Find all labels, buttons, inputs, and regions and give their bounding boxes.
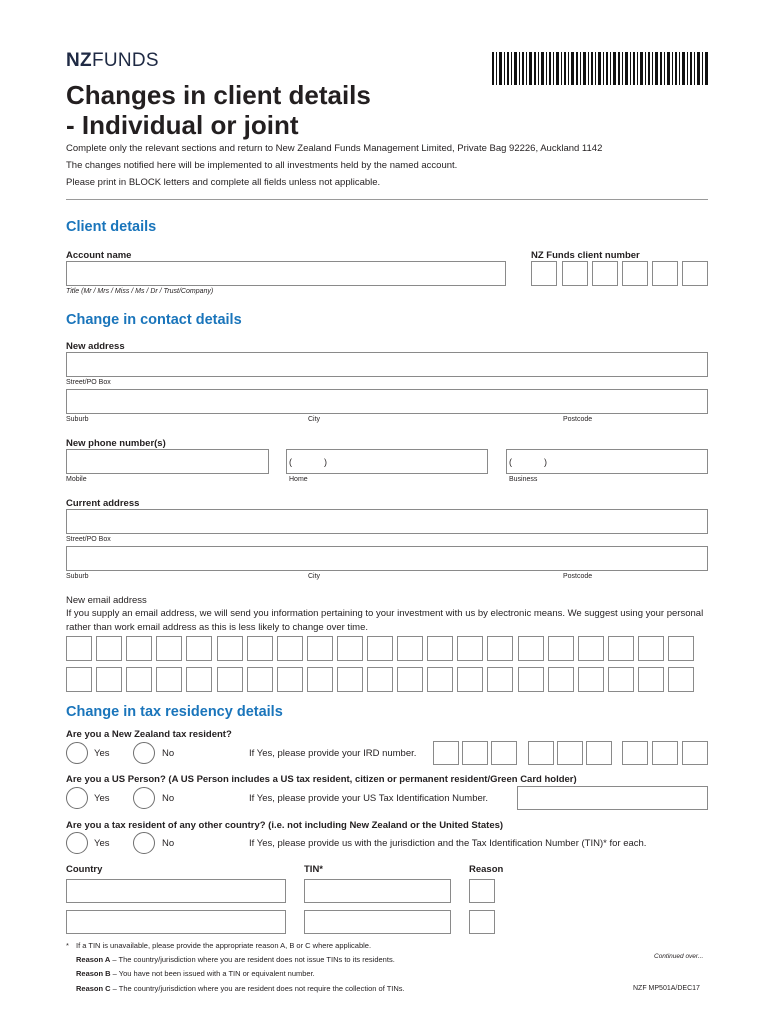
- email-char-box[interactable]: [307, 636, 333, 661]
- other-no-label: No: [162, 838, 175, 849]
- ird-digit-box[interactable]: [586, 741, 612, 765]
- current-city-label: City: [308, 573, 321, 580]
- email-char-box[interactable]: [397, 667, 423, 692]
- email-char-box[interactable]: [66, 636, 92, 661]
- other-no-radio[interactable]: [133, 832, 155, 854]
- account-name-label: Account name: [66, 250, 132, 261]
- mobile-label: Mobile: [66, 476, 87, 483]
- reason-a: Reason A – The country/jurisdiction where you are resident does not issue TINs to its residents.: [76, 955, 395, 964]
- client-details-heading: Client details: [66, 219, 157, 235]
- reason-field[interactable]: [469, 910, 495, 934]
- us-person-question: Are you a US Person? (A US Person includes a US tax resident, citizen or permanent resident/Green Card holder): [66, 774, 577, 785]
- tin-column-label: TIN*: [304, 864, 323, 875]
- email-char-box[interactable]: [457, 636, 483, 661]
- email-char-box[interactable]: [66, 667, 92, 692]
- nz-yes-label: Yes: [94, 748, 110, 759]
- email-char-box[interactable]: [638, 667, 664, 692]
- email-char-box[interactable]: [247, 636, 273, 661]
- ird-digit-box[interactable]: [528, 741, 554, 765]
- client-number-digit-box[interactable]: [592, 261, 618, 286]
- email-char-box[interactable]: [427, 667, 453, 692]
- email-char-box[interactable]: [487, 636, 513, 661]
- nz-no-radio[interactable]: [133, 742, 155, 764]
- client-number-digit-box[interactable]: [682, 261, 708, 286]
- email-char-box[interactable]: [487, 667, 513, 692]
- us-tin-field[interactable]: [517, 786, 708, 810]
- ird-digit-box[interactable]: [622, 741, 648, 765]
- country-column-label: Country: [66, 864, 103, 875]
- mobile-field[interactable]: [66, 449, 269, 474]
- email-char-box[interactable]: [96, 667, 122, 692]
- new-suburb-city-postcode-field[interactable]: [66, 389, 708, 414]
- intro-line-3: Please print in BLOCK letters and complete all fields unless not applicable.: [66, 177, 381, 188]
- client-number-label: NZ Funds client number: [531, 250, 640, 261]
- email-char-box[interactable]: [548, 667, 574, 692]
- country-field[interactable]: [66, 910, 286, 934]
- intro-line-1: Complete only the relevant sections and return to New Zealand Funds Management Limited, Private Bag 92226, Auckland 1142: [66, 143, 603, 154]
- ird-digit-box[interactable]: [491, 741, 517, 765]
- nz-tax-question: Are you a New Zealand tax resident?: [66, 729, 232, 740]
- ird-digit-box[interactable]: [462, 741, 488, 765]
- email-char-box[interactable]: [548, 636, 574, 661]
- ird-digit-box[interactable]: [433, 741, 459, 765]
- email-char-box[interactable]: [126, 667, 152, 692]
- divider: [66, 199, 708, 200]
- intro-line-2: The changes notified here will be implemented to all investments held by the named account.: [66, 160, 458, 171]
- email-char-box[interactable]: [608, 667, 634, 692]
- ird-digit-box[interactable]: [652, 741, 678, 765]
- city-label: City: [308, 416, 321, 423]
- account-name-field[interactable]: [66, 261, 506, 286]
- client-number-digit-box[interactable]: [622, 261, 648, 286]
- us-no-label: No: [162, 793, 175, 804]
- email-char-box[interactable]: [156, 636, 182, 661]
- email-char-box[interactable]: [307, 667, 333, 692]
- street-label: Street/PO Box: [66, 379, 111, 386]
- business-phone-field[interactable]: [506, 449, 708, 474]
- email-char-box[interactable]: [156, 667, 182, 692]
- area-code-close: ): [544, 457, 547, 467]
- email-char-box[interactable]: [186, 667, 212, 692]
- email-char-box[interactable]: [427, 636, 453, 661]
- home-label: Home: [289, 476, 308, 483]
- email-char-box[interactable]: [186, 636, 212, 661]
- page-title: Changes in client details - Individual or joint: [66, 80, 371, 140]
- email-char-grid: [66, 636, 708, 692]
- nz-yes-radio[interactable]: [66, 742, 88, 764]
- email-char-box[interactable]: [608, 636, 634, 661]
- business-label: Business: [509, 476, 538, 483]
- email-note-line-1: If you supply an email address, we will send you information pertaining to your investment with us by electronic means. We suggest using your personal: [66, 608, 704, 619]
- email-char-box[interactable]: [247, 667, 273, 692]
- form-code: NZF MP501A/DEC17: [633, 985, 700, 992]
- tin-field[interactable]: [304, 910, 451, 934]
- ird-digit-box[interactable]: [682, 741, 708, 765]
- nz-no-label: No: [162, 748, 175, 759]
- email-char-box[interactable]: [277, 636, 303, 661]
- reason-field[interactable]: [469, 879, 495, 903]
- suburb-label: Suburb: [66, 416, 89, 423]
- reason-c: Reason C – The country/jurisdiction where you are resident does not require the collection of TINs.: [76, 984, 405, 993]
- reason-b: Reason B – You have not been issued with a TIN or equivalent number.: [76, 969, 315, 978]
- other-country-hint: If Yes, please provide us with the jurisdiction and the Tax Identification Number (TIN)* for each.: [249, 838, 647, 849]
- email-label: New email address: [66, 595, 147, 606]
- email-char-box[interactable]: [367, 667, 393, 692]
- other-yes-label: Yes: [94, 838, 110, 849]
- ird-digit-box[interactable]: [557, 741, 583, 765]
- us-yes-label: Yes: [94, 793, 110, 804]
- email-char-box[interactable]: [217, 636, 243, 661]
- continued-over: Continued over...: [654, 953, 704, 960]
- email-char-box[interactable]: [518, 667, 544, 692]
- email-char-box[interactable]: [518, 636, 544, 661]
- email-char-box[interactable]: [277, 667, 303, 692]
- email-char-box[interactable]: [397, 636, 423, 661]
- email-char-box[interactable]: [337, 636, 363, 661]
- ird-hint: If Yes, please provide your IRD number.: [249, 748, 417, 759]
- us-no-radio[interactable]: [133, 787, 155, 809]
- us-yes-radio[interactable]: [66, 787, 88, 809]
- current-postcode-label: Postcode: [563, 573, 593, 580]
- client-number-digit-box[interactable]: [562, 261, 588, 286]
- us-tin-hint: If Yes, please provide your US Tax Identification Number.: [249, 793, 489, 804]
- reason-column-label: Reason: [469, 864, 504, 875]
- new-street-field[interactable]: [66, 352, 708, 377]
- email-char-box[interactable]: [337, 667, 363, 692]
- area-code-open: (: [509, 457, 512, 467]
- contact-details-heading: Change in contact details: [66, 312, 242, 328]
- footnote-text: If a TIN is unavailable, please provide the appropriate reason A, B or C where applicable.: [76, 941, 372, 950]
- client-number-digit-box[interactable]: [531, 261, 557, 286]
- area-code-close: ): [324, 457, 327, 467]
- current-street-field[interactable]: [66, 509, 708, 534]
- footnote-star: *: [66, 941, 69, 950]
- email-char-box[interactable]: [217, 667, 243, 692]
- barcode-image: [492, 52, 708, 85]
- current-suburb-city-postcode-field[interactable]: [66, 546, 708, 571]
- other-country-question: Are you a tax resident of any other country? (i.e. not including New Zealand or the United States): [66, 820, 504, 831]
- email-char-box[interactable]: [578, 667, 604, 692]
- email-char-box[interactable]: [668, 636, 694, 661]
- new-address-label: New address: [66, 341, 125, 352]
- client-number-digit-box[interactable]: [652, 261, 678, 286]
- title-hint: Title (Mr / Mrs / Miss / Ms / Dr / Trust/Company): [66, 288, 214, 295]
- email-note-line-2: rather than work email address as this is less likely to change over time.: [66, 622, 369, 633]
- area-code-open: (: [289, 457, 292, 467]
- postcode-label: Postcode: [563, 416, 593, 423]
- current-address-label: Current address: [66, 498, 140, 509]
- email-char-box[interactable]: [638, 636, 664, 661]
- tax-residency-heading: Change in tax residency details: [66, 704, 283, 720]
- email-char-box[interactable]: [578, 636, 604, 661]
- nzfunds-logo: NZFUNDS: [66, 50, 159, 71]
- email-char-box[interactable]: [126, 636, 152, 661]
- home-phone-field[interactable]: [286, 449, 488, 474]
- email-char-box[interactable]: [668, 667, 694, 692]
- email-char-box[interactable]: [96, 636, 122, 661]
- email-char-box[interactable]: [457, 667, 483, 692]
- current-street-label: Street/PO Box: [66, 536, 111, 543]
- other-yes-radio[interactable]: [66, 832, 88, 854]
- phone-label: New phone number(s): [66, 438, 166, 449]
- tin-field[interactable]: [304, 879, 451, 903]
- country-field[interactable]: [66, 879, 286, 903]
- email-char-box[interactable]: [367, 636, 393, 661]
- current-suburb-label: Suburb: [66, 573, 89, 580]
